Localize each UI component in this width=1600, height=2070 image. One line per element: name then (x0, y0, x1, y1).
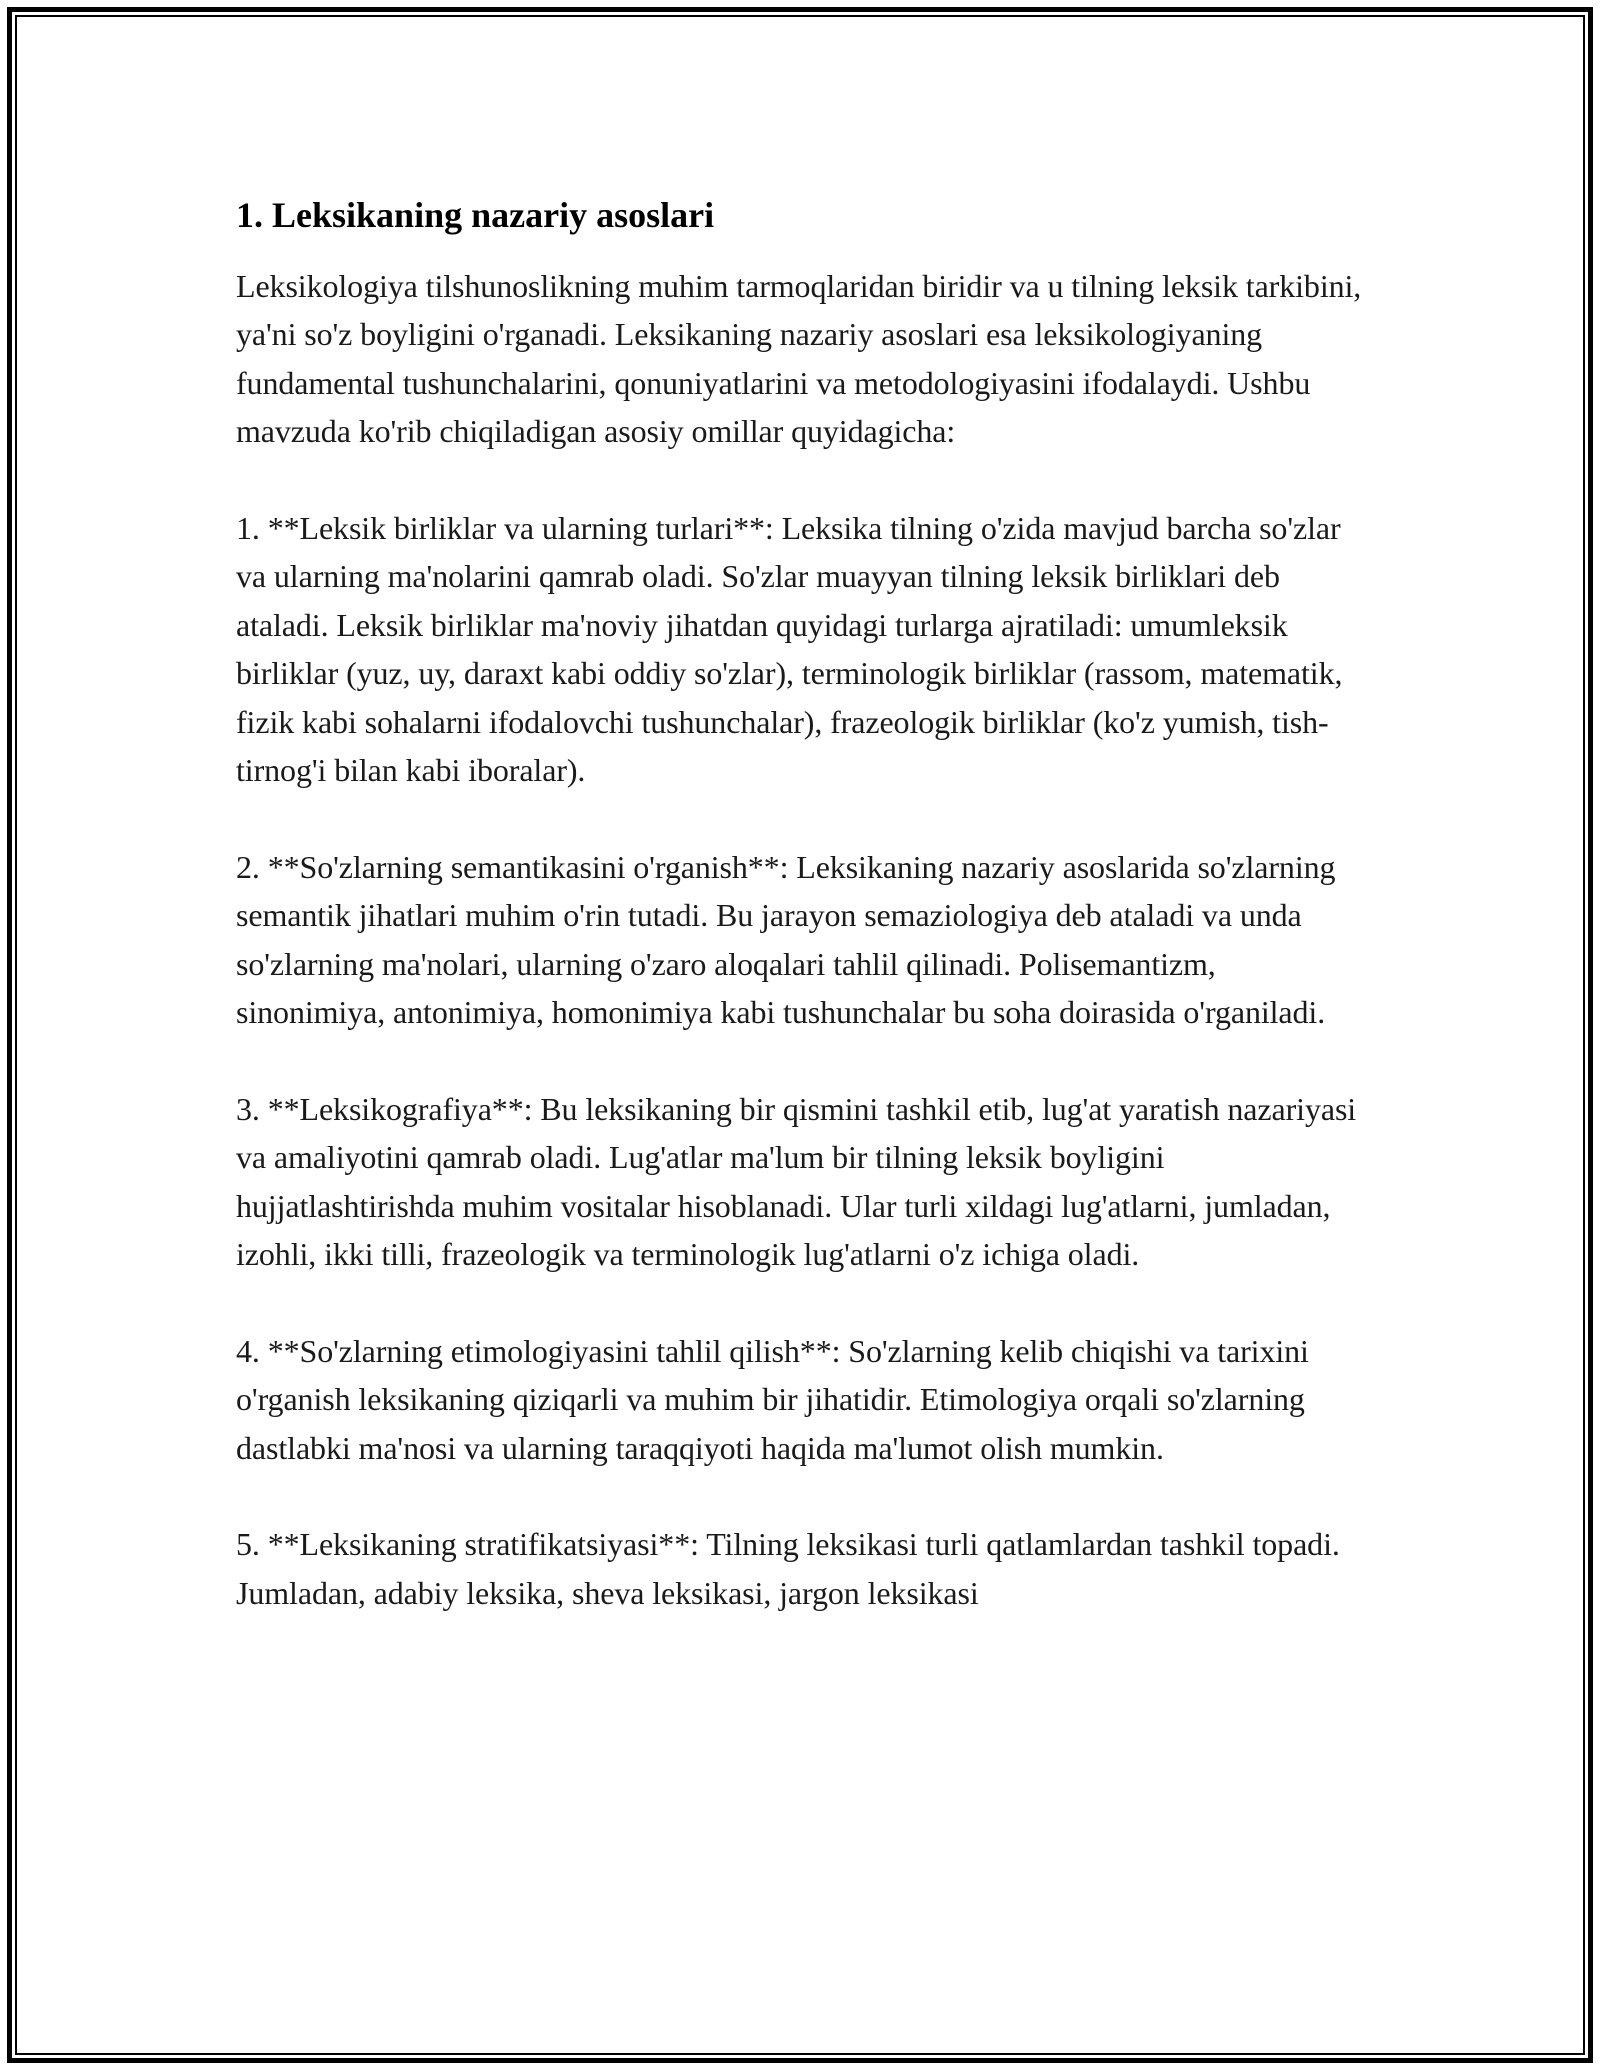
paragraph-item-3: 3. **Leksikografiya**: Bu leksikaning bir qismini tashkil etib, lug'at yaratish nazariyasi va amaliyotini qamrab oladi. Lug'atlar ma'lum bir tilning leksik boyligini hujjatlashtirishda muhim vositalar hisoblanadi. Ular turli xildagi lug'atlarni, jumladan, izohli, ikki tilli, frazeologik va terminologik lug'atlarni o'z ichiga oladi. (236, 1090, 1357, 1273)
paragraph-item-4: 4. **So'zlarning etimologiyasini tahlil qilish**: So'zlarning kelib chiqishi va tarixini o'rganish leksikaning qiziqarli va muhim bir jihatidir. Etimologiya orqali so'zlarning dastlabki ma'nosi va ularning taraqqiyoti haqida ma'lumot olish mumkin. (236, 1332, 1309, 1466)
paragraph-item-5: 5. **Leksikaning stratifikatsiyasi**: Tilning leksikasi turli qatlamlardan tashkil topadi. Jumladan, adabiy leksika, sheva leksikasi, jargon leksikasi (236, 1526, 1340, 1611)
paragraph-intro: Leksikologiya tilshunoslikning muhim tarmoqlaridan biridir va u tilning leksik tarkibini, ya'ni so'z boyligini o'rganadi. Leksikaning nazariy asoslari esa leksikologiyaning fundamental tushunchalarini, qonuniyatlarini va metodologiyasini ifodalaydi. Ushbu mavzuda ko'rib chiqiladigan asosiy omillar quyidagicha: (236, 268, 1362, 450)
page-title: 1. Leksikaning nazariy asoslari (236, 195, 715, 235)
paragraph-item-1: 1. **Leksik birliklar va ularning turlari**: Leksika tilning o'zida mavjud barcha so'zlar va ularning ma'nolarini qamrab oladi. So'zlar muayyan tilning leksik birliklari deb ataladi. Leksik birliklar ma'noviy jihatdan quyidagi turlarga ajratiladi: umumleksik birliklar (yuz, uy, daraxt kabi oddiy so'zlar), terminologik birliklar (rassom, matematik, fizik kabi sohalarni ifodalovchi tushunchalar), frazeologik birliklar (ko'z yumish, tish-tirnog'i bilan kabi iboralar). (236, 510, 1343, 789)
document-body (236, 188, 1366, 1666)
paragraph-item-2: 2. **So'zlarning semantikasini o'rganish**: Leksikaning nazariy asoslarida so'zlarning semantik jihatlari muhim o'rin tutadi. Bu jarayon semaziologiya deb ataladi va unda so'zlarning ma'nolari, ularning o'zaro aloqalari tahlil qilinadi. Polisemantizm, sinonimiya, antonimiya, homonimiya kabi tushunchalar bu soha doirasida o'rganiladi. (236, 848, 1336, 1031)
